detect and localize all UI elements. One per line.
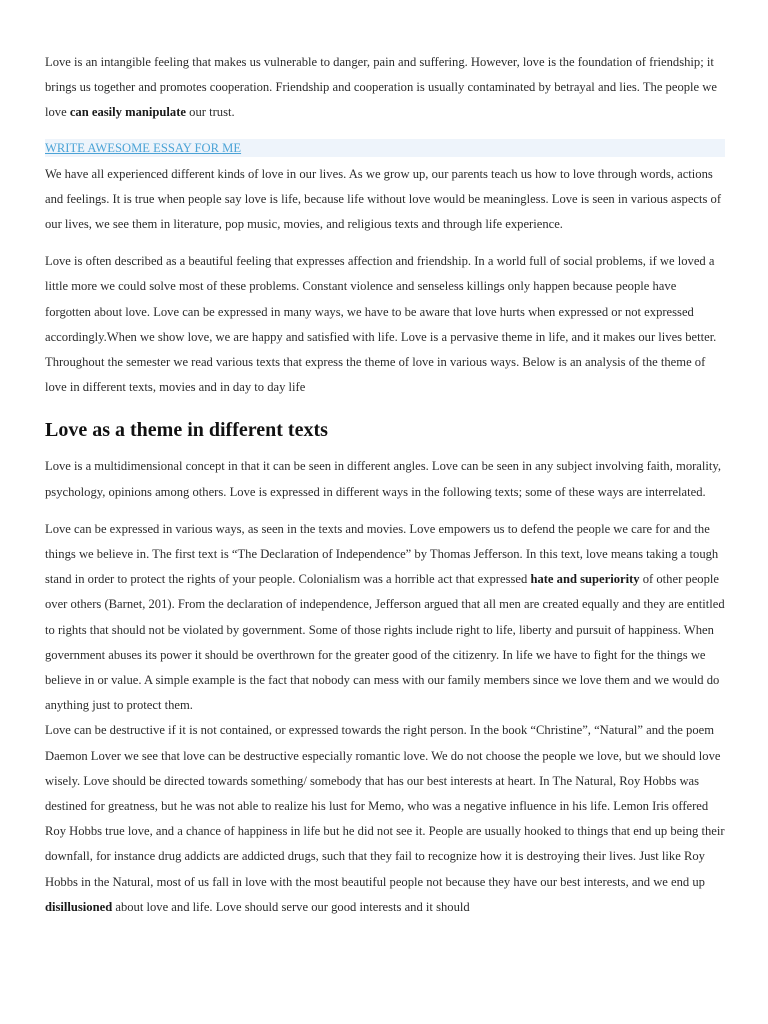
declaration-text: Love can be expressed in various ways, as seen in the texts and movies. Love empowers us to defend the people we care for and the things we believe in. The first text is “The Declaration of Independence” by Thomas Jefferson. In this text, love means taking a tough stand in order to protect the rights of your people. Colonialism was a horrible act that expressed <box>45 521 719 587</box>
intro-text: Love is an intangible feeling that makes us vulnerable to danger, pain and suffering. However, love is the foundation of friendship; it brings us together and promotes cooperation. Friendship and cooperation is usually contaminated by betrayal and lies. The people we love <box>45 55 717 120</box>
section-heading: Love as a theme in different texts <box>45 419 328 442</box>
paragraph-multidimensional: Love is a multidimensional concept in that it can be seen in different angles. Love can be seen in any subject involving faith, morality, psychology, opinions among others. Love is expressed in different ways in the following texts; some of these ways are interrelated. <box>45 459 722 499</box>
intro-paragraph <box>45 50 725 126</box>
destructive-text-end: about love and life. Love should serve our good interests and it should <box>112 899 470 914</box>
declaration-bold-phrase: hate and superiority <box>530 572 640 587</box>
destructive-bold-word: disillusioned <box>45 899 113 914</box>
paragraph-declaration <box>45 517 725 719</box>
essay-document <box>45 50 725 920</box>
declaration-text-end: of other people over others (Barnet, 201). From the declaration of independence, Jefferson argued that all men are created equally and they are entitled to rights that should not be violated by government. Some of those rights include right to life, liberty and pursuit of happiness. When government abuses its power it should be overthrown for the greater good of the citizenry. In life we have to fight for the things we believe in or value. A simple example is the fact that nobody can mess with our family members since we love them and we would do anything just to protect them. <box>45 572 725 713</box>
paragraph-beautiful-feeling: Love is often described as a beautiful feeling that expresses affection and friendship. In a world full of social problems, if we loved a little more we could solve most of these problems. Constant violence and senseless killings only happen because people have forgotten about love. Love can be expressed in many ways, we have to be aware that love hurts when expressed or not expressed accordingly.When we show love, we are happy and satisfied with life. Love is a pervasive theme in life, and it makes our lives better. Throughout the semester we read various texts that express the theme of love in various ways. Below is an analysis of the theme of love in different texts, movies and in day to day life <box>45 254 717 395</box>
intro-bold-phrase: can easily manipulate <box>69 105 186 120</box>
write-essay-link[interactable]: WRITE AWESOME ESSAY FOR ME <box>45 140 242 155</box>
destructive-text: Love can be destructive if it is not contained, or expressed towards the right person. In the book “Christine”, “Natural” and the poem Daemon Lover we see that love can be destructive especially romantic love. We do not choose the people we love, but we should love wisely. Love should be directed towards something/ somebody that has our best interests at heart. In The Natural, Roy Hobbs was destined for greatness, but he was not able to realize his lust for Memo, who was a negative influence in his life. Lemon Iris offered Roy Hobbs true love, and a chance of happiness in life but he did not see it. People are usually hooked to things that end up being their downfall, for instance drug addicts are addicted drugs, such that they fail to recognize how it is destroying their lives. Just like Roy Hobbs in the Natural, most of us fall in love with the most beautiful people not because they have our best interests, and we end up <box>45 723 725 889</box>
intro-text-end: our trust. <box>186 105 235 120</box>
paragraph-destructive <box>45 718 725 920</box>
cta-banner <box>45 139 725 157</box>
paragraph-experiences: We have all experienced different kinds of love in our lives. As we grow up, our parents teach us how to love through words, actions and feelings. It is true when people say love is life, because life without love would be meaningless. Love is seen in various aspects of our lives, we see them in literature, pop music, movies, and religious texts and through life experience. <box>45 166 722 232</box>
